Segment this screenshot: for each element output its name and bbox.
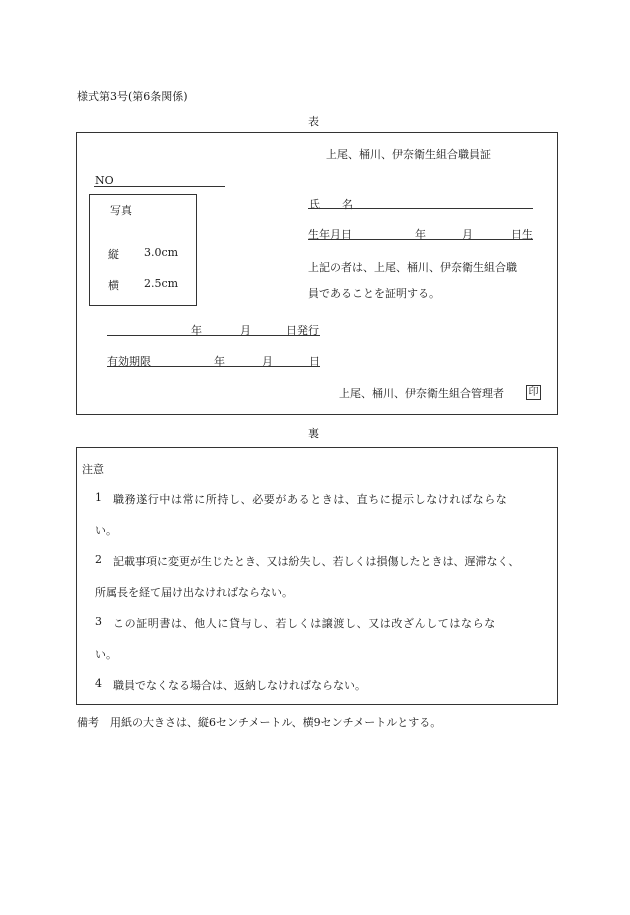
card-title: 上尾、桶川、伊奈衛生組合職員証 [326, 148, 491, 161]
dob-day: 日生 [511, 228, 533, 241]
no-underline [94, 186, 225, 187]
note-1-line-1: 職務遂行中は常に所持し、必要があるときは、直ちに提示しなければならな [113, 493, 508, 506]
note-3-line-2: い。 [95, 648, 117, 661]
issue-day: 日発行 [286, 324, 319, 337]
cert-line-2: 員であることを証明する。 [308, 287, 440, 300]
note-2-line-2: 所属長を経て届け出なければならない。 [95, 586, 293, 599]
note-2-number: 2 [95, 553, 102, 566]
photo-label: 写真 [110, 204, 132, 217]
issuer: 上尾、桶川、伊奈衛生組合管理者 [339, 387, 504, 400]
no-label: NO [95, 174, 114, 187]
seal-mark: 印 [526, 385, 541, 400]
dob-label: 生年月日 [308, 228, 352, 241]
note-1-line-2: い。 [95, 524, 117, 537]
notes-title: 注意 [82, 463, 104, 476]
valid-underline [107, 366, 320, 367]
note-2-line-1: 記載事項に変更が生じたとき、又は紛失し、若しくは損傷したときは、遅滞なく、 [113, 555, 520, 568]
cert-line-1: 上記の者は、上尾、桶川、伊奈衛生組合職 [308, 261, 517, 274]
note-3-line-1: この証明書は、他人に貸与し、若しくは譲渡し、又は改ざんしてはならな [113, 617, 496, 630]
front-heading: 表 [308, 115, 319, 128]
dob-year: 年 [415, 228, 426, 241]
valid-month: 月 [262, 355, 273, 368]
back-card [76, 447, 558, 705]
dob-month: 月 [462, 228, 473, 241]
note-1-number: 1 [95, 491, 102, 504]
remarks: 備考 用紙の大きさは、縦6センチメートル、横9センチメートルとする。 [77, 716, 442, 729]
name-label: 氏 名 [309, 198, 353, 211]
name-underline [308, 208, 533, 209]
issue-year: 年 [191, 324, 202, 337]
note-4-number: 4 [95, 677, 102, 690]
photo-height-value: 3.0cm [144, 246, 179, 259]
valid-year: 年 [214, 355, 225, 368]
photo-width-value: 2.5cm [144, 277, 179, 290]
photo-width-label: 横 [108, 279, 119, 292]
photo-box [89, 194, 197, 306]
issue-underline [107, 335, 320, 336]
issue-month: 月 [240, 324, 251, 337]
valid-day: 日 [309, 355, 320, 368]
photo-height-label: 縦 [108, 248, 119, 261]
note-3-number: 3 [95, 615, 102, 628]
back-heading: 裏 [308, 427, 319, 440]
note-4-line-1: 職員でなくなる場合は、返納しなければならない。 [113, 679, 366, 692]
valid-label: 有効期限 [107, 355, 151, 368]
form-number: 様式第3号(第6条関係) [77, 90, 188, 103]
dob-underline [308, 239, 533, 240]
